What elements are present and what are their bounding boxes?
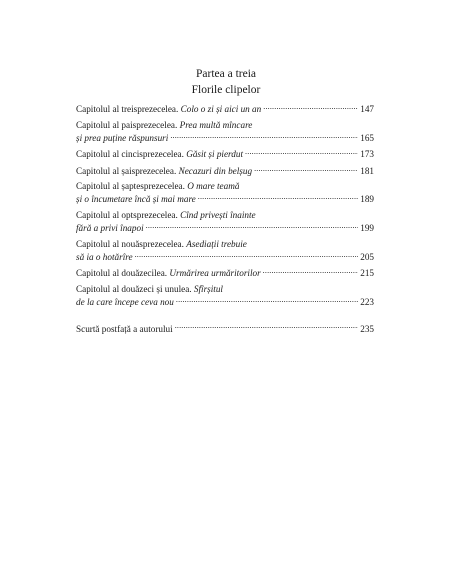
chapter-label: Capitolul al șaptesprezecelea. [76, 181, 185, 192]
page-number: 181 [360, 165, 374, 176]
toc-entry-13[interactable] [76, 102, 374, 115]
dot-leader [146, 221, 359, 231]
chapter-subtitle: Necazuri din belșug [178, 165, 253, 176]
dot-leader [175, 322, 359, 332]
toc-entry-20[interactable] [76, 266, 374, 279]
page-number: 235 [360, 323, 374, 334]
chapter-label: Capitolul al paisprezecelea. [76, 119, 178, 130]
dot-leader [170, 131, 358, 141]
page-number: 199 [360, 223, 374, 234]
page-number: 165 [360, 132, 374, 143]
chapter-subtitle-cont: să ia o hotărîre [76, 251, 133, 262]
part-subtitle: Florile clipelor [191, 84, 261, 96]
chapter-subtitle: Colo o zi și aici un an [180, 104, 262, 114]
chapter-subtitle-cont: și o încumetare încă și mai mare [76, 194, 196, 205]
toc-entry-15[interactable] [76, 147, 374, 160]
page-number: 189 [360, 194, 374, 205]
toc-entry-17[interactable] [76, 180, 374, 205]
table-of-contents [76, 102, 374, 338]
chapter-label: Capitolul al nouăsprezecelea. [76, 238, 184, 249]
dot-leader [263, 266, 359, 276]
toc-entry-19[interactable] [76, 238, 374, 263]
dot-leader [245, 147, 358, 157]
chapter-subtitle: Urmărirea urmăritorilor [169, 268, 261, 279]
chapter-subtitle: Găsit și pierdut [186, 149, 244, 160]
part-title: Partea a treia [195, 68, 256, 80]
dot-leader [254, 164, 358, 174]
page-number: 173 [360, 149, 374, 160]
chapter-label: Capitolul al optsprezecelea. [76, 209, 178, 220]
chapter-subtitle: Sfîrșitul [193, 283, 223, 294]
dot-leader [198, 192, 358, 202]
toc-entry-postface[interactable] [76, 322, 374, 335]
toc-entry-14[interactable] [76, 119, 374, 144]
chapter-subtitle-cont: și prea puține răspunsuri [76, 132, 169, 143]
page-number: 147 [360, 104, 374, 114]
toc-entry-16[interactable] [76, 164, 374, 177]
chapter-label: Capitolul al șaisprezecelea. [76, 165, 177, 176]
chapter-subtitle: Cînd privești înainte [180, 209, 256, 220]
chapter-label: Capitolul al douăzecilea. [76, 268, 168, 279]
toc-entry-18[interactable] [76, 209, 374, 234]
toc-entry-21[interactable] [76, 283, 374, 308]
chapter-subtitle: O mare teamă [187, 181, 240, 192]
page-number: 205 [360, 251, 374, 262]
chapter-subtitle: Asediații trebuie [186, 238, 247, 249]
chapter-subtitle: Prea multă mîncare [179, 119, 253, 130]
chapter-label: Capitolul al treisprezecelea. [76, 104, 179, 114]
chapter-subtitle-cont: de la care începe ceva nou [76, 297, 174, 308]
page-number: 223 [360, 297, 374, 308]
chapter-subtitle-cont: fără a privi înapoi [76, 223, 144, 234]
dot-leader [135, 250, 359, 260]
chapter-label: Capitolul al douăzeci și unulea. [76, 283, 192, 294]
dot-leader [263, 102, 358, 112]
section-gap [76, 312, 374, 322]
page-number: 215 [360, 268, 374, 279]
dot-leader [176, 295, 358, 305]
chapter-label: Capitolul al cincisprezecelea. [76, 149, 184, 160]
postface-label: Scurtă postfață a autorului [76, 323, 173, 334]
